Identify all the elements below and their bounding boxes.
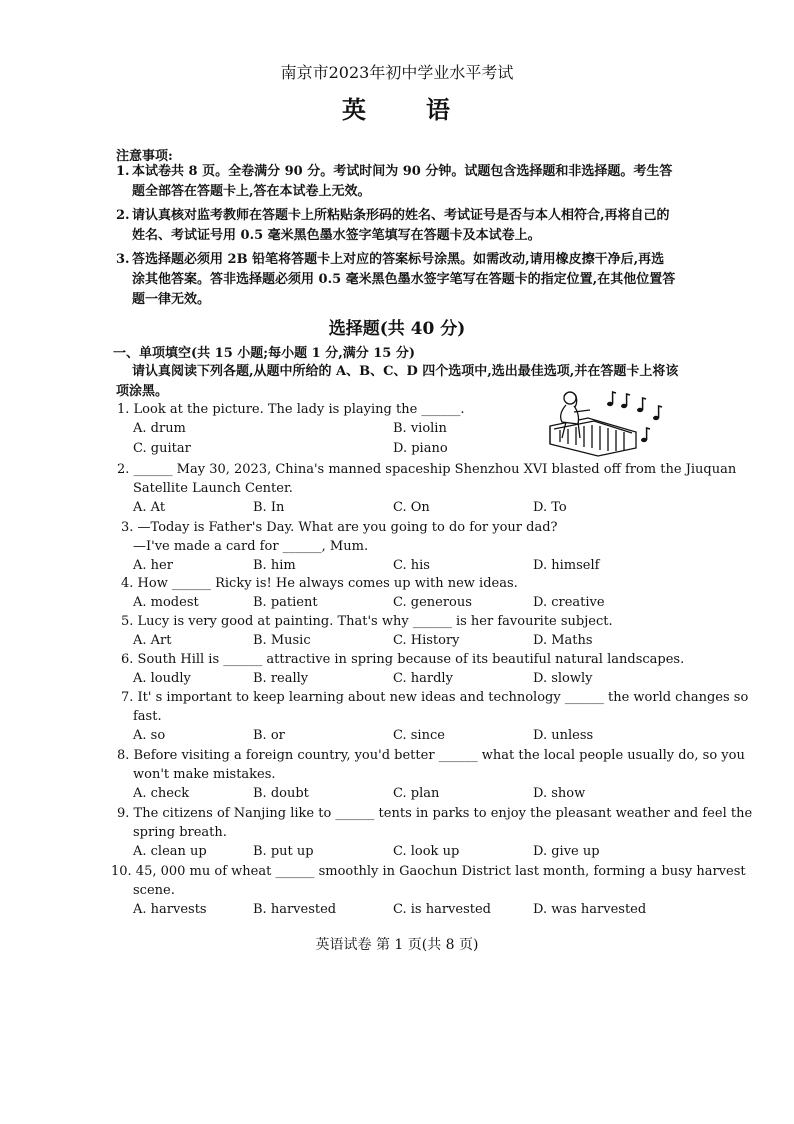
question-stem-continued: scene. (133, 883, 175, 898)
notice-item (116, 206, 676, 246)
answer-option: C. plan (393, 786, 440, 801)
answer-option: C. look up (393, 844, 460, 859)
answer-option: A. her (133, 558, 173, 573)
answer-option: A. clean up (133, 844, 207, 859)
answer-option: D. give up (533, 844, 600, 859)
section-title: 选择题(共 40 分) (328, 319, 466, 339)
notice-item-text: 答选择题必须用 2B 铅笔将答题卡上对应的答案标号涂黑。如需改动,请用橡皮擦干净后,再选涂其他答案。答非选择题必须用 0.5 毫米黑色墨水签字笔写在答题卡的指定位置,在其他位置答题一律无效。 (132, 252, 676, 307)
answer-option: A. harvests (133, 902, 207, 917)
answer-option: B. violin (393, 421, 447, 436)
question-stem: 5. Lucy is very good at painting. That's why ______ is her favourite subject. (121, 614, 613, 629)
answer-option: C. On (393, 500, 430, 515)
answer-option: C. since (393, 728, 445, 743)
answer-option: B. put up (253, 844, 314, 859)
question-stem-continued: fast. (133, 709, 162, 724)
notice-item-text: 请认真核对监考教师在答题卡上所粘贴条形码的姓名、考试证号是否与本人相符合,再将自己的姓名、考试证号用 0.5 毫米黑色墨水签字笔填写在答题卡及本试卷上。 (132, 208, 670, 243)
answer-option: D. To (533, 500, 567, 515)
answer-option: D. unless (533, 728, 594, 743)
question-stem: 10. 45, 000 mu of wheat ______ smoothly in Gaochun District last month, forming a busy harvest (111, 864, 746, 879)
question-stem: 2. ______ May 30, 2023, China's manned spaceship Shenzhou XVI blasted off from the Jiuquan (117, 462, 737, 477)
question-stem: 1. Look at the picture. The lady is playing the ______. (117, 402, 465, 417)
question-stem: 8. Before visiting a foreign country, you'd better ______ what the local people usually do, so you (117, 748, 745, 763)
answer-option: C. guitar (133, 441, 191, 456)
answer-option: C. his (393, 558, 430, 573)
question-stem: 7. It' s important to keep learning about new ideas and technology ______ the world changes so (121, 690, 749, 705)
page-footer: 英语试卷 第 1 页(共 8 页) (315, 937, 479, 953)
question-stem-continued: Satellite Launch Center. (133, 481, 293, 496)
answer-option: B. doubt (253, 786, 309, 801)
answer-option: A. Art (133, 633, 172, 648)
answer-option: D. creative (533, 595, 605, 610)
answer-option: A. modest (133, 595, 199, 610)
answer-option: A. check (133, 786, 190, 801)
answer-option: A. so (133, 728, 166, 743)
question-stem-continued: won't make mistakes. (133, 767, 276, 782)
notice-heading: 注意事项: (116, 149, 173, 164)
notice-item-number: 3. (116, 252, 130, 267)
answer-option: A. drum (133, 421, 186, 436)
part-title: 一、单项填空(共 15 小题;每小题 1 分,满分 15 分) (113, 346, 416, 361)
answer-option: C. is harvested (393, 902, 491, 917)
notice-item-text: 本试卷共 8 页。全卷满分 90 分。考试时间为 90 分钟。试题包含选择题和非选择题。考生答题全部答在答题卡上,答在本试卷上无效。 (132, 164, 673, 199)
answer-option: A. At (133, 500, 166, 515)
piano-player-illustration (544, 388, 672, 458)
subject-title (0, 90, 794, 125)
subject-title-left: 英 (342, 95, 368, 124)
instruction-text: 请认真阅读下列各题,从题中所给的 A、B、C、D 四个选项中,选出最佳选项,并在答题卡上将该项涂黑。 (116, 364, 679, 399)
answer-option: B. harvested (253, 902, 337, 917)
answer-option: C. History (393, 633, 460, 648)
answer-option: A. loudly (133, 671, 191, 686)
answer-option: B. patient (253, 595, 318, 610)
question-stem: 3. —Today is Father's Day. What are you going to do for your dad? (121, 520, 558, 535)
notice-item (116, 162, 676, 202)
question-stem: 9. The citizens of Nanjing like to ______ tents in parks to enjoy the pleasant weather and feel the (117, 806, 753, 821)
answer-option: C. generous (393, 595, 472, 610)
notice-item-number: 1. (116, 164, 130, 179)
answer-option: D. slowly (533, 671, 593, 686)
exam-title: 南京市2023年初中学业水平考试 (280, 63, 514, 82)
answer-option: D. show (533, 786, 586, 801)
question-stem-continued: spring breath. (133, 825, 227, 840)
answer-option: B. Music (253, 633, 311, 648)
answer-option: D. himself (533, 558, 600, 573)
answer-option: B. or (253, 728, 285, 743)
question-stem-continued: —I've made a card for ______, Mum. (133, 539, 369, 554)
question-stem: 4. How ______ Ricky is! He always comes up with new ideas. (121, 576, 518, 591)
answer-option: D. piano (393, 441, 448, 456)
answer-option: B. him (253, 558, 296, 573)
notice-item (116, 250, 676, 310)
answer-option: D. was harvested (533, 902, 647, 917)
notice-item-number: 2. (116, 208, 130, 223)
answer-option: B. In (253, 500, 285, 515)
answer-option: C. hardly (393, 671, 453, 686)
subject-title-right: 语 (426, 95, 452, 124)
question-stem: 6. South Hill is ______ attractive in spring because of its beautiful natural landscapes. (121, 652, 685, 667)
answer-option: B. really (253, 671, 309, 686)
answer-option: D. Maths (533, 633, 593, 648)
